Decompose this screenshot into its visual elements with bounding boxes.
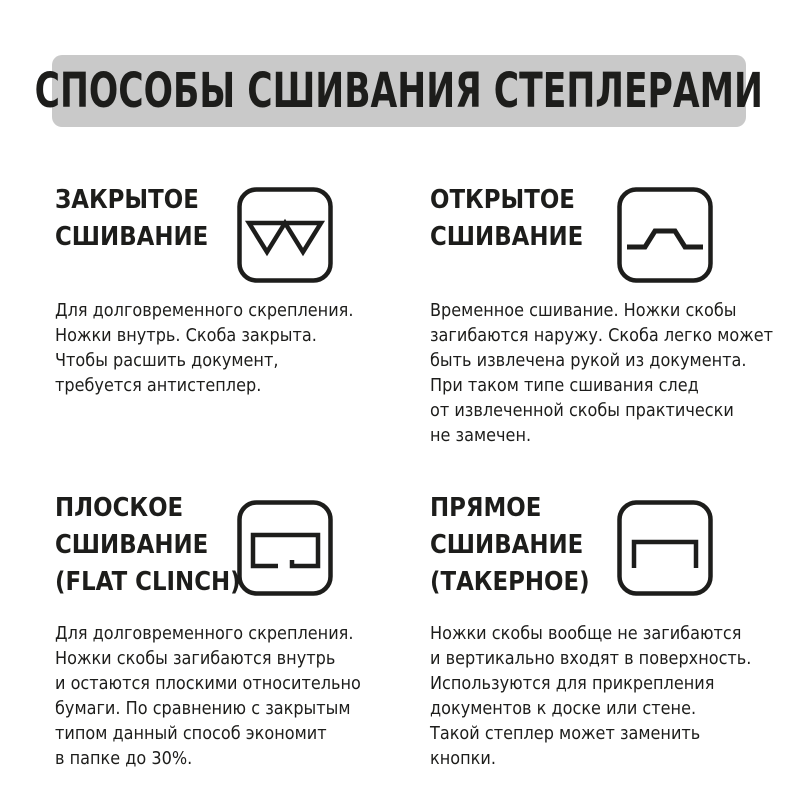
straight-staple-icon bbox=[617, 500, 713, 596]
description-line: от извлеченной скобы практически bbox=[430, 401, 734, 421]
section-heading-flat-clinch bbox=[55, 490, 241, 601]
description-line: типом данный способ экономит bbox=[55, 724, 327, 744]
open-staple-trapezoid-icon bbox=[617, 187, 713, 283]
description-line: Временное сшивание. Ножки скобы bbox=[430, 301, 737, 321]
description-line: Ножки скобы вообще не загибаются bbox=[430, 624, 742, 644]
description-line: и остаются плоскими относительно bbox=[55, 674, 361, 694]
description-line: бумаги. По сравнению с закрытым bbox=[55, 699, 351, 719]
description-line: не замечен. bbox=[430, 426, 532, 446]
section-heading-closed-stitching bbox=[55, 182, 208, 256]
description-line: быть извлечена рукой из документа. bbox=[430, 351, 747, 371]
description-line: Ножки скобы загибаются внутрь bbox=[55, 649, 336, 669]
description-line: Чтобы расшить документ, bbox=[55, 351, 279, 371]
heading-line: СШИВАНИЕ bbox=[430, 222, 584, 252]
section-heading-open-stitching bbox=[430, 182, 583, 256]
description-line: и вертикально входят в поверхность. bbox=[430, 649, 752, 669]
description-line: Используются для прикрепления bbox=[430, 674, 715, 694]
heading-line: (FLAT CLINCH) bbox=[55, 567, 241, 597]
heading-line: ПРЯМОЕ bbox=[430, 493, 542, 523]
title-banner bbox=[34, 55, 764, 127]
description-line: кнопки. bbox=[430, 749, 496, 769]
heading-line: ОТКРЫТОЕ bbox=[430, 185, 575, 215]
section-description-closed-stitching bbox=[55, 299, 353, 399]
description-line: загибаются наружу. Скоба легко может bbox=[430, 326, 774, 346]
description-line: При таком типе сшивания след bbox=[430, 376, 699, 396]
description-line: требуется антистеплер. bbox=[55, 376, 262, 396]
description-line: документов к доске или стене. bbox=[430, 699, 697, 719]
section-description-open-stitching bbox=[430, 299, 773, 449]
heading-line: СШИВАНИЕ bbox=[430, 530, 584, 560]
section-heading-straight-tacker bbox=[430, 490, 590, 601]
description-line: Ножки внутрь. Скоба закрыта. bbox=[55, 326, 317, 346]
heading-line: ЗАКРЫТОЕ bbox=[55, 185, 199, 215]
description-line: Для долговременного скрепления. bbox=[55, 624, 354, 644]
description-line: в папке до 30%. bbox=[55, 749, 193, 769]
description-line: Для долговременного скрепления. bbox=[55, 301, 354, 321]
section-description-flat-clinch bbox=[55, 622, 361, 772]
heading-line: СШИВАНИЕ bbox=[55, 530, 209, 560]
description-line: Такой степлер может заменить bbox=[430, 724, 701, 744]
page-title: СПОСОБЫ СШИВАНИЯ СТЕПЛЕРАМИ bbox=[34, 63, 764, 119]
heading-line: СШИВАНИЕ bbox=[55, 222, 209, 252]
flat-clinch-staple-icon bbox=[237, 500, 333, 596]
section-description-straight-tacker bbox=[430, 622, 751, 772]
heading-line: ПЛОСКОЕ bbox=[55, 493, 184, 523]
closed-staple-triangles-icon bbox=[237, 187, 333, 283]
heading-line: (ТАКЕРНОЕ) bbox=[430, 567, 590, 597]
